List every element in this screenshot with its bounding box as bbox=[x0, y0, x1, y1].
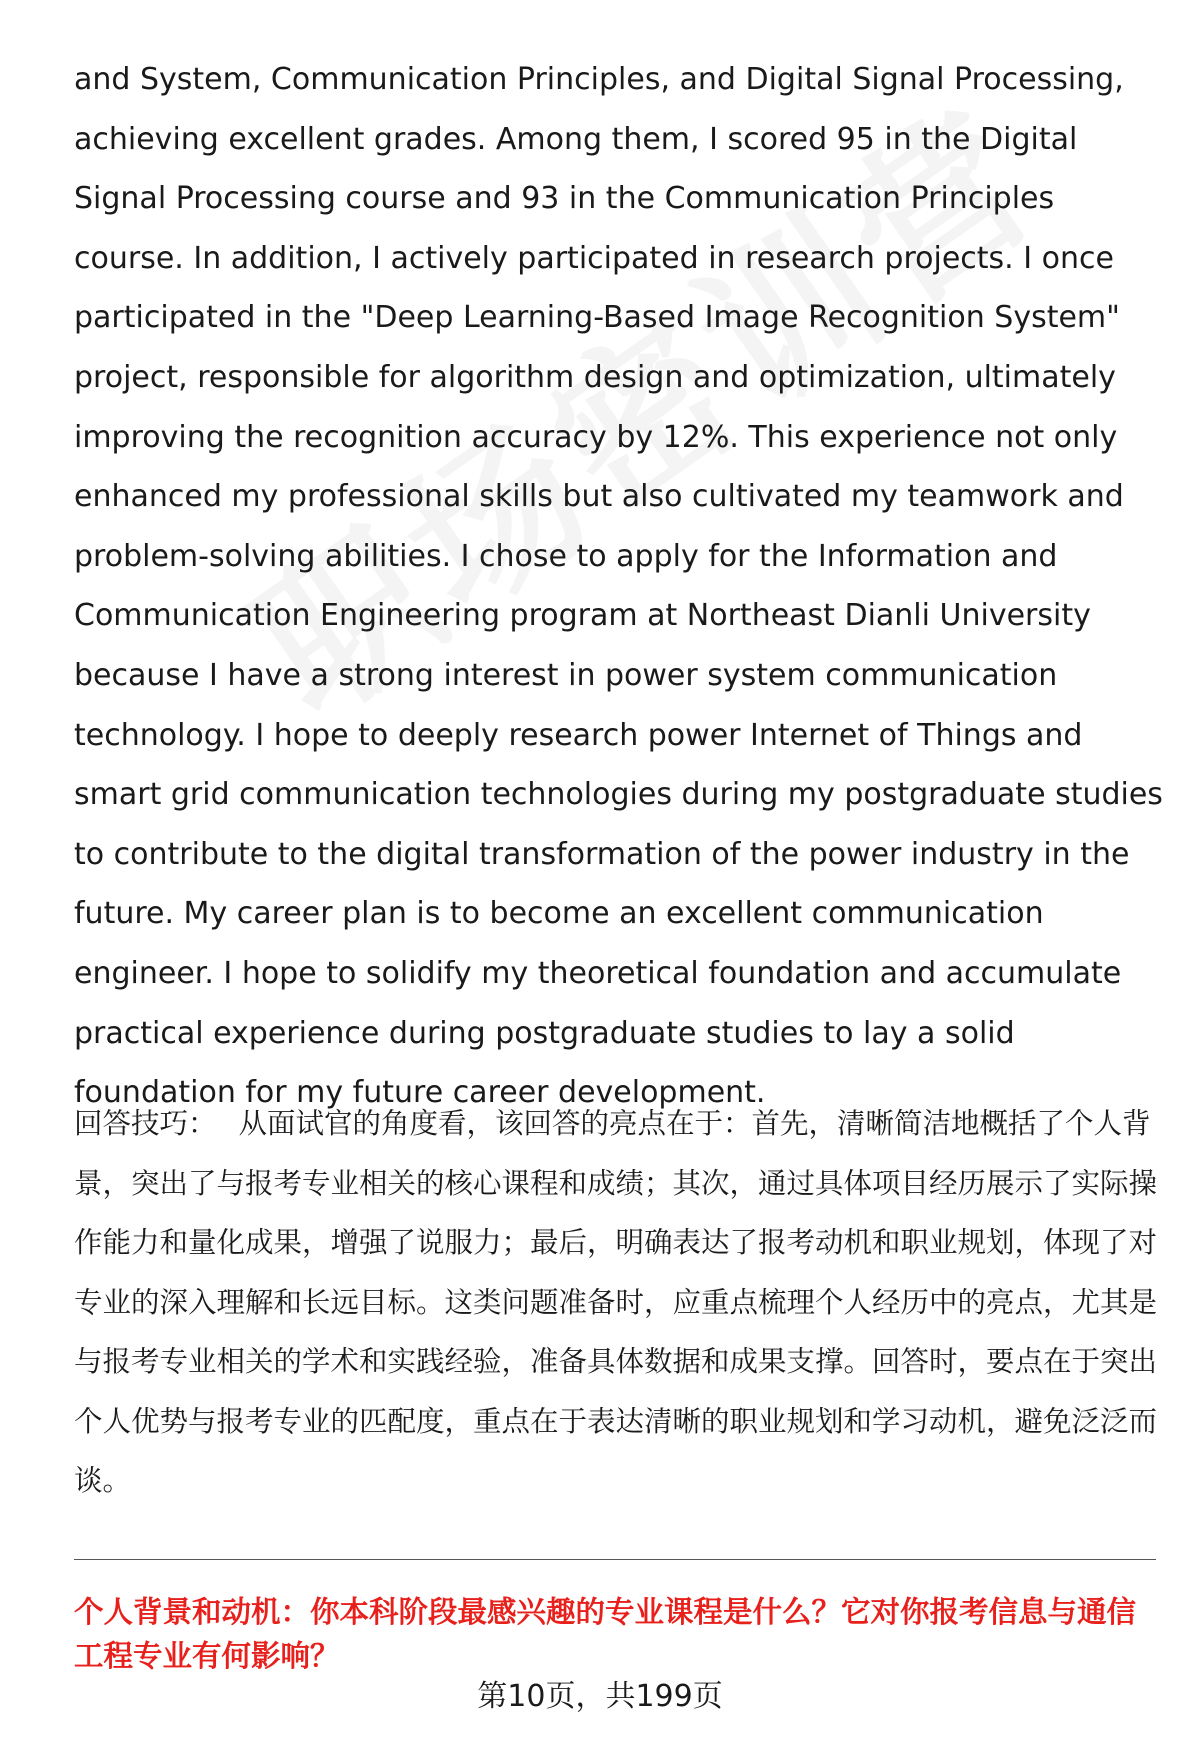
answer-tips bbox=[74, 1094, 1164, 1511]
page-number: 第10页，共199页 bbox=[477, 1679, 723, 1714]
tips-label: 回答技巧： bbox=[74, 1107, 217, 1140]
tips-text: 从面试官的角度看，该回答的亮点在于：首先，清晰简洁地概括了个人背景，突出了与报考专业相关的核心课程和成绩；其次，通过具体项目经历展示了实际操作能力和量化成果，增强了说服力；最后，明确表达了报考动机和职业规划，体现了对专业的深入理解和长远目标。这类问题准备时，应重点梳理个人经历中的亮点，尤其是与报考专业相关的学术和实践经验，准备具体数据和成果支撑。回答时，要点在于突出个人优势与报考专业的匹配度，重点在于表达清晰的职业规划和学习动机，避免泛泛而谈。 bbox=[74, 1107, 1158, 1497]
answer-paragraph: and System, Communication Principles, and Digital Signal Processing, achieving excellent grades. Among them, I scored 95 in the Digital Signal Processing course and 93 in the Communication Principles course. In addition, I actively participated in research projects. I once participated in the "Deep Learning-Based Image Recognition System" project, responsible for algorithm design and optimization, ultimately improving the recognition accuracy by 12%. This experience not only enhanced my professional skills but also cultivated my teamwork and problem-solving abilities. I chose to apply for the Information and Communication Engineering program at Northeast Dianli University because I have a strong interest in power system communication technology. I hope to deeply research power Internet of Things and smart grid communication technologies during my postgraduate studies to contribute to the digital transformation of the power industry in the future. My career plan is to become an excellent communication engineer. I hope to solidify my theoretical foundation and accumulate practical experience during postgraduate studies to lay a solid foundation for my future career development. bbox=[74, 62, 1163, 1111]
next-question-heading: 个人背景和动机：你本科阶段最感兴趣的专业课程是什么？它对你报考信息与通信工程专业有何影响？ bbox=[74, 1595, 1137, 1673]
section-divider bbox=[74, 1559, 1156, 1560]
